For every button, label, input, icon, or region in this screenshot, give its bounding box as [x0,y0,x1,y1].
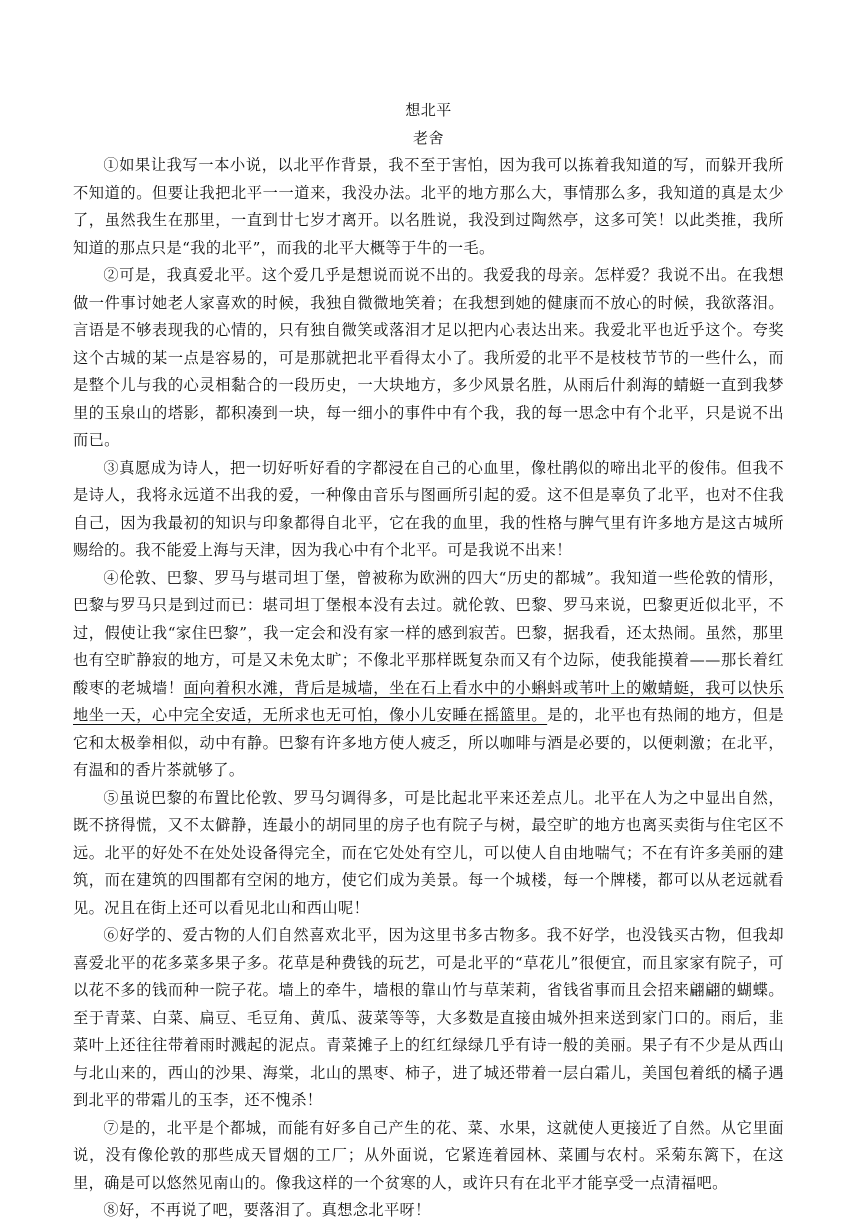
paragraph-1: ①如果让我写一本小说，以北平作背景，我不至于害怕，因为我可以拣着我知道的写，而躲开我所不知道的。但要让我把北平一一道来，我没办法。北平的地方那么大，事情那么多，我知道的真是太少了，虽然我生在那里，一直到廿七岁才离开。以名胜说，我没到过陶然亭，这多可笑！以此类推，我所知道的那点只是“我的北平”，而我的北平大概等于牛的一毛。 [73,156,784,257]
underlined-sentence: 面向着积水滩，背后是城墙，坐在石上看水中的小蝌蚪或苇叶上的嫩蜻蜓，我可以快乐地坐一天，心中完全安适，无所求也无可怕，像小儿安睡在摇篮里。 [73,678,784,724]
article-title: 想北平 [405,101,452,119]
paragraph-3: ③真愿成为诗人，把一切好听好看的字都浸在自己的心血里，像杜鹃似的啼出北平的俊伟。但我不是诗人，我将永远道不出我的爱，一种像由音乐与图画所引起的爱。这不但是辜负了北平，也对不住我自己，因为我最初的知识与印象都得自北平，它在我的血里，我的性格与脾气里有许多地方是这古城所赐给的。我不能爱上海与天津，因为我心中有个北平。可是我说不出来！ [73,458,784,559]
paragraph-6: ⑥好学的、爱古物的人们自然喜欢北平，因为这里书多古物多。我不好学，也没钱买古物，但我却喜爱北平的花多菜多果子多。花草是种费钱的玩艺，可是北平的“草花儿”很便宜，而且家家有院子，可以花不多的钱而种一院子花。墙上的牵牛，墙根的靠山竹与草茉莉，省钱省事而且会招来翩翩的蝴蝶。至于青菜、白菜、扁豆、毛豆角、黄瓜、菠菜等等，大多数是直接由城外担来送到家门口的。雨后，韭菜叶上还往往带着雨时溅起的泥点。青菜摊子上的红红绿绿几乎有诗一般的美丽。果子有不少是从西山与北山来的，西山的沙果、海棠，北山的黑枣、柿子，进了城还带着一层白霜儿，美国包着纸的橘子遇到北平的带霜儿的玉李，还不愧杀！ [73,926,784,1109]
paragraph-4 [73,565,784,785]
paragraph-8: ⑧好，不再说了吧，要落泪了。真想念北平呀！ [103,1201,431,1219]
paragraph-2: ②可是，我真爱北平。这个爱几乎是想说而说不出的。我爱我的母亲。怎样爱？我说不出。在我想做一件事讨她老人家喜欢的时候，我独自微微地笑着；在我想到她的健康而不放心的时候，我欲落泪。言语是不够表现我的心情的，只有独自微笑或落泪才足以把内心表达出来。我爱北平也近乎这个。夸奖这个古城的某一点是容易的，可是那就把北平看得太小了。我所爱的北平不是枝枝节节的一些什么，而是整个儿与我的心灵相黏合的一段历史，一大块地方，多少风景名胜，从雨后什刹海的蜻蜓一直到我梦里的玉泉山的塔影，都积凑到一块，每一细小的事件中有个我，我的每一思念中有个北平，只是说不出而已。 [73,266,784,449]
article-body [73,152,784,1225]
paragraph-5: ⑤虽说巴黎的布置比伦敦、罗马匀调得多，可是比起北平来还差点儿。北平在人为之中显出自然，既不挤得慌，又不太僻静，连最小的胡同里的房子也有院子与树，最空旷的地方也离买卖街与住宅区不远。北平的好处不在处处设备得完全，而在它处处有空儿，可以使人自由地喘气；不在有许多美丽的建筑，而在建筑的四围都有空闲的地方，使它们成为美景。每一个城楼，每一个牌楼，都可以从老远就看见。况且在街上还可以看见北山和西山呢！ [73,788,784,917]
paragraph-7: ⑦是的，北平是个都城，而能有好多自己产生的花、菜、水果，这就使人更接近了自然。从它里面说，没有像伦敦的那些成天冒烟的工厂；从外面说，它紧连着园林、菜圃与农村。采菊东篱下，在这里，确是可以悠然见南山的。像我这样的一个贫寒的人，或许只有在北平才能享受一点清福吧。 [73,1118,784,1192]
paragraph-4-lead: ④伦敦、巴黎、罗马与堪司坦丁堡，曾被称为欧洲的四大“历史的都城”。我知道一些伦敦的情形，巴黎与罗马只是到过而已：堪司坦丁堡根本没有去过。就伦敦、巴黎、罗马来说，巴黎更近似北平，不过，假使让我“家住巴黎”，我一定会和没有家一样的感到寂苦。巴黎，据我看，还太热闹。虽然，那里也有空旷静寂的地方，可是又未免太旷；不像北平那样既复杂而又有个边际，使我能摸着——那长着红酸枣的老城墙！ [73,568,784,697]
paragraph-4-tail: 是的，北平也有热闹的地方，但是它和太极拳相似，动中有静。巴黎有许多地方使人疲乏，所以咖啡与酒是必要的，以便刺激；在北平，有温和的香片茶就够了。 [73,706,785,779]
article-author: 老舍 [412,129,444,147]
